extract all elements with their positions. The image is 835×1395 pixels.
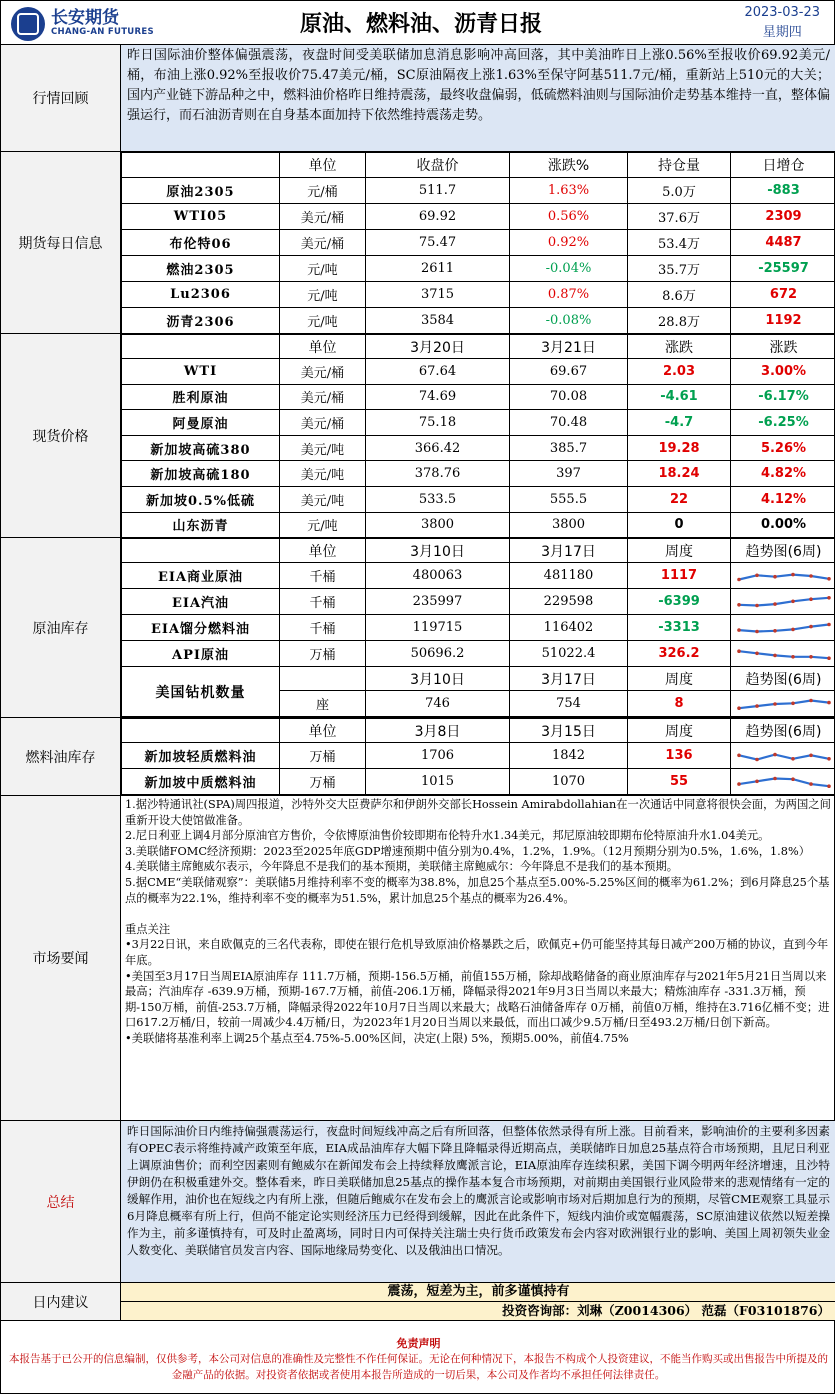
- futures-header-cell: 日增仓: [731, 153, 835, 178]
- unit-cell: 美元/吨: [280, 461, 366, 487]
- trend-point: [773, 752, 777, 756]
- trend-point: [809, 698, 813, 702]
- unit-cell: 万桶: [280, 769, 366, 795]
- change-pct-cell: 5.26%: [731, 435, 835, 461]
- change-pct-cell: 1.63%: [510, 178, 628, 204]
- price-day2-cell: 385.7: [510, 435, 628, 461]
- price-day2-cell: 3800: [510, 512, 628, 538]
- price-day1-cell: 3800: [366, 512, 510, 538]
- report-header: [1, 1, 835, 45]
- close-price-cell: 2611: [366, 256, 510, 282]
- fuel-stock-label: 燃料油库存: [1, 718, 121, 796]
- trend-point: [791, 599, 795, 603]
- oi-delta-cell: 2309: [731, 204, 835, 230]
- trend-point: [773, 574, 777, 578]
- spot-table: [121, 334, 835, 538]
- spot-name: 山东沥青: [122, 512, 280, 538]
- spot-name: WTI: [122, 359, 280, 385]
- company-logo-icon: [11, 7, 45, 41]
- close-price-cell: 69.92: [366, 204, 510, 230]
- news-item: [125, 906, 832, 922]
- trend-point: [755, 573, 759, 577]
- change-pct-cell: 4.12%: [731, 486, 835, 512]
- trend-point: [755, 603, 759, 607]
- spot-header-cell: 3月20日: [366, 335, 510, 359]
- spot-row: [122, 384, 835, 410]
- trend-point: [791, 701, 795, 705]
- trend-cell: [731, 641, 835, 667]
- futures-row: [122, 178, 835, 204]
- report-title: 原油、燃料油、沥青日报: [151, 7, 691, 38]
- crude-stock-label: 原油库存: [1, 538, 121, 718]
- trend-cell: [731, 743, 835, 769]
- trend-point: [827, 596, 831, 600]
- trend-cell: [731, 563, 835, 589]
- disclaimer-text: 本报告基于已公开的信息编制，仅供参考，本公司对信息的准确性及完整性不作任何保证。无论在何种情况下，本报告不构成个人投资建议，不能当作购买或出售报告中所提及的金融产品的依据。对投资者依据或者使用本报告所造成的一切后果，本公司及作者均不承担任何法律责任。: [1, 1351, 835, 1383]
- disclaimer-title: 免责声明: [1, 1335, 835, 1351]
- company-name-en: CHANG-AN FUTURES: [51, 27, 154, 37]
- price-day1-cell: 533.5: [366, 486, 510, 512]
- change-pct-cell: 4.82%: [731, 461, 835, 487]
- unit-cell: 美元/桶: [280, 230, 366, 256]
- price-day1-cell: 366.42: [366, 435, 510, 461]
- change-pct-cell: -0.08%: [510, 308, 628, 334]
- news-focus-heading: 重点关注: [125, 922, 832, 938]
- stock-name: API原油: [122, 641, 280, 667]
- crude-stock-header-cell: 单位: [280, 539, 366, 563]
- unit-cell: 元/桶: [280, 178, 366, 204]
- news-item: •3月22日讯，来自欧佩克的三名代表称，即使在银行危机导致原油价格暴跌之后，欧佩克+仍可能坚持其每日减产200万桶的协议，直到今年年底。: [125, 937, 832, 968]
- stock-prev-cell: 480063: [366, 563, 510, 589]
- summary-label: 总结: [1, 1121, 121, 1283]
- rig-header-cell: 3月10日: [366, 667, 510, 691]
- price-day1-cell: 75.18: [366, 410, 510, 436]
- price-day2-cell: 397: [510, 461, 628, 487]
- fuel-stock-header-cell: 3月8日: [366, 719, 510, 743]
- spot-section: [121, 334, 835, 538]
- stock-name: EIA商业原油: [122, 563, 280, 589]
- unit-cell: 元/吨: [280, 512, 366, 538]
- trend-point: [827, 757, 831, 761]
- unit-cell: 美元/吨: [280, 486, 366, 512]
- fuel-stock-table: [121, 718, 835, 795]
- change-pct-cell: 0.00%: [731, 512, 835, 538]
- review-text: 昨日国际油价整体偏强震荡，夜盘时间受美联储加息消息影响冲高回落，其中美油昨日上涨0.56%至报收价69.92美元/桶，布油上涨0.92%至报收价75.47美元/桶，SC原油隔夜上涨1.63%至保守阿基511.7元/桶，重新站上510元的大关；国内产业链下游品种之中，燃料油价格昨日维持震荡，最终收盘偏弱，低硫燃料油则与国际油价走势基本维持一直，整体偏强运行，而石油沥青则在自身基本面加持下依然维持震荡走势。: [121, 45, 835, 152]
- oi-delta-cell: -883: [731, 178, 835, 204]
- spot-name: 胜利原油: [122, 384, 280, 410]
- weekly-change-cell: 55: [628, 769, 731, 795]
- stock-name: 新加坡轻质燃料油: [122, 743, 280, 769]
- trend-point: [755, 757, 759, 761]
- weekly-change-cell: -6399: [628, 589, 731, 615]
- trend-point: [827, 656, 831, 660]
- oi-delta-cell: 4487: [731, 230, 835, 256]
- stock-latest-cell: 1842: [510, 743, 628, 769]
- trend-point: [809, 655, 813, 659]
- news-item: 2.尼日利亚上调4月部分原油官方售价，令依博原油售价较即期布伦特升水1.34美元，邦尼原油较即期布伦特原油升水1.04美元。: [125, 828, 832, 844]
- futures-row: [122, 256, 835, 282]
- trend-point: [755, 629, 759, 633]
- instrument-name: 布伦特06: [122, 230, 280, 256]
- trend-point: [737, 577, 741, 581]
- trend-point: [809, 574, 813, 578]
- trend-point: [737, 753, 741, 757]
- instrument-name: 沥青2306: [122, 308, 280, 334]
- unit-cell: 千桶: [280, 589, 366, 615]
- trend-point: [827, 577, 831, 581]
- close-price-cell: 3584: [366, 308, 510, 334]
- fuel-stock-section: [121, 718, 835, 796]
- stock-prev-cell: 1015: [366, 769, 510, 795]
- instrument-name: 燃油2305: [122, 256, 280, 282]
- trend-point: [809, 624, 813, 628]
- disclaimer: [1, 1321, 835, 1395]
- trend-line: [739, 597, 829, 605]
- date-text: 2023-03-23: [744, 3, 820, 23]
- stock-prev-cell: 50696.2: [366, 641, 510, 667]
- unit-cell: 美元/桶: [280, 410, 366, 436]
- trend-point: [773, 776, 777, 780]
- futures-row: [122, 230, 835, 256]
- price-day2-cell: 70.08: [510, 384, 628, 410]
- instrument-name: Lu2306: [122, 282, 280, 308]
- weekly-change-cell: 326.2: [628, 641, 731, 667]
- rig-header-cell: 周度: [628, 667, 731, 691]
- spot-row: [122, 359, 835, 385]
- trend-point: [791, 757, 795, 761]
- trend-point: [809, 597, 813, 601]
- trend-line: [739, 778, 829, 786]
- futures-header-cell: 持仓量: [628, 153, 731, 178]
- report-date: [744, 3, 820, 43]
- trend-point: [809, 753, 813, 757]
- trend-sparkline: [736, 566, 832, 586]
- trend-line: [739, 700, 829, 708]
- spot-row: [122, 486, 835, 512]
- unit-cell: 千桶: [280, 563, 366, 589]
- change-cell: 0: [628, 512, 731, 538]
- weekly-change-cell: 8: [628, 691, 731, 717]
- crude-stock-table: [121, 538, 835, 717]
- unit-cell: 万桶: [280, 743, 366, 769]
- spot-row: [122, 461, 835, 487]
- trend-sparkline: [736, 746, 832, 766]
- rig-header-cell: 3月17日: [510, 667, 628, 691]
- change-pct-cell: -0.04%: [510, 256, 628, 282]
- trend-point: [737, 782, 741, 786]
- trend-line: [739, 574, 829, 579]
- trend-line: [739, 754, 829, 759]
- weekly-change-cell: -3313: [628, 615, 731, 641]
- open-interest-cell: 35.7万: [628, 256, 731, 282]
- unit-cell: 元/吨: [280, 256, 366, 282]
- advice-label: 日内建议: [1, 1283, 121, 1321]
- stock-name: EIA汽油: [122, 589, 280, 615]
- news-item: •美国至3月17日当周EIA原油库存 111.7万桶，预期-156.5万桶，前值155万桶，除却战略储备的商业原油库存与2021年5月21日当周以来最高；汽油库存 -639.9万桶，预期-167.7万桶，前值-206.1万桶，降幅录得2021年9月3日当周以来最大；精炼油库存 -331.3万桶，预期-150万桶，前值-253.7万桶，降幅录得2022年10月7日当周以来最大；战略石油储备库存 0万桶，前值0万桶，维持在3.716亿桶不变；进口617.2万桶/日，较前一周减少4.4万桶/日，为2023年1月20日当周以来最低，而出口减少9.5万桶/日至493.2万桶/日创下新高。: [125, 969, 832, 1031]
- unit-cell: 美元/桶: [280, 204, 366, 230]
- fuel-stock-header-row: [122, 719, 835, 743]
- weekly-change-cell: 136: [628, 743, 731, 769]
- crude-stock-header-cell: 周度: [628, 539, 731, 563]
- fuel-stock-row: [122, 769, 835, 795]
- futures-row: [122, 308, 835, 334]
- spot-header-cell: 涨跌: [731, 335, 835, 359]
- change-pct-cell: 0.87%: [510, 282, 628, 308]
- stock-latest-cell: 229598: [510, 589, 628, 615]
- fuel-stock-header-cell: 单位: [280, 719, 366, 743]
- trend-point: [791, 655, 795, 659]
- fuel-stock-header-cell: 趋势图(6周): [731, 719, 835, 743]
- review-label: 行情回顾: [1, 45, 121, 152]
- crude-stock-header-cell: 3月10日: [366, 539, 510, 563]
- trend-point: [773, 602, 777, 606]
- consult-team: 投资咨询部：刘琳（Z0014306） 范磊（F03101876）: [121, 1302, 835, 1320]
- rig-header-row: [122, 667, 835, 691]
- stock-latest-cell: 116402: [510, 615, 628, 641]
- unit-cell: 元/吨: [280, 308, 366, 334]
- change-pct-cell: -6.25%: [731, 410, 835, 436]
- price-day2-cell: 555.5: [510, 486, 628, 512]
- trend-sparkline: [736, 592, 832, 612]
- trend-sparkline: [736, 694, 832, 714]
- trend-point: [791, 777, 795, 781]
- stock-prev-cell: 119715: [366, 615, 510, 641]
- news-item: •美联储将基准利率上调25个基点至4.75%-5.00%区间，决定(上限) 5%，预期5.00%，前值4.75%: [125, 1031, 832, 1047]
- spot-name: 阿曼原油: [122, 410, 280, 436]
- advice-section: [121, 1283, 835, 1321]
- unit-cell: 千桶: [280, 615, 366, 641]
- stock-latest-cell: 1070: [510, 769, 628, 795]
- trend-point: [755, 779, 759, 783]
- news-item: 3.美联储FOMC经济预期：2023至2025年底GDP增速预期中值分别为0.4%，1.2%，1.9%。（12月预期分别为0.5%，1.6%，1.8%）: [125, 844, 832, 860]
- open-interest-cell: 28.8万: [628, 308, 731, 334]
- unit-cell: 座: [280, 691, 366, 717]
- trend-sparkline: [736, 618, 832, 638]
- trend-point: [737, 603, 741, 607]
- change-pct-cell: 0.92%: [510, 230, 628, 256]
- futures-row: [122, 204, 835, 230]
- price-day1-cell: 378.76: [366, 461, 510, 487]
- close-price-cell: 75.47: [366, 230, 510, 256]
- spot-header-cell: 涨跌: [628, 335, 731, 359]
- news-label: 市场要闻: [1, 796, 121, 1121]
- spot-header-cell: 3月21日: [510, 335, 628, 359]
- futures-section: [121, 152, 835, 334]
- futures-header-row: [122, 153, 835, 178]
- trend-point: [791, 627, 795, 631]
- trend-point: [773, 629, 777, 633]
- trend-sparkline: [736, 644, 832, 664]
- trend-point: [827, 622, 831, 626]
- news-item: 1.据沙特通讯社(SPA)周四报道，沙特外交大臣费萨尔和伊朗外交部长Hossein Amirabdollahian在一次通话中同意将很快会面，为两国之间重新开设大使馆做准备。: [125, 797, 832, 828]
- rig-count-name: 美国钻机数量: [122, 667, 280, 717]
- fuel-stock-header-cell: [122, 719, 280, 743]
- change-pct-cell: -6.17%: [731, 384, 835, 410]
- trend-line: [739, 624, 829, 631]
- open-interest-cell: 8.6万: [628, 282, 731, 308]
- spot-name: 新加坡高硫380: [122, 435, 280, 461]
- trend-point: [773, 702, 777, 706]
- open-interest-cell: 37.6万: [628, 204, 731, 230]
- stock-prev-cell: 1706: [366, 743, 510, 769]
- rig-latest-cell: 754: [510, 691, 628, 717]
- crude-stock-row: [122, 563, 835, 589]
- price-day1-cell: 74.69: [366, 384, 510, 410]
- change-cell: -4.7: [628, 410, 731, 436]
- summary-text: 昨日国际油价日内维持偏强震荡运行，夜盘时间短线冲高之后有所回落，但整体依然录得有所上涨。目前看来，影响油价的主要利多因素有OPEC表示将维持减产政策至年底，EIA成品油库存大幅下降且降幅录得近期高点，美联储昨日加息25基点符合市场预期，且尼日利亚上调原油售价；而利空因素则有鲍威尔在新闻发布会上持续释放鹰派言论，EIA原油库存连续积累，美国下调今明两年经济增速，且沙特伊朗仍在积极重建外交。整体看来，昨日美联储加息25基点的操作基本复合市场预期，对前期由美国银行业风险带来的悲观情绪有一定的缓解作用，油价也在短线之内有所上涨，但随后鲍威尔在发布会上的鹰派言论或影响市场对后期加息行为的预期，尽管CME观察工具显示6月降息概率有所上行，但尚不能定论实则经济压力已经得到缓解，因此在此条件下，短线内油价或宽幅震荡，SC原油建议依然以短差操作为主，前多谨慎持有，可及时止盈离场，同时日内可保持关注瑞士央行货币政策发布会内容对欧洲银行业的影响、美国上周初领失业金人数变化、美联储官员发言内容、国际地缘局势变化、以及俄油出口情况。: [121, 1121, 835, 1283]
- unit-cell: 元/吨: [280, 282, 366, 308]
- trend-sparkline: [736, 772, 832, 792]
- trend-cell: [731, 769, 835, 795]
- rig-header-cell: 趋势图(6周): [731, 667, 835, 691]
- trend-point: [737, 649, 741, 653]
- trend-point: [737, 706, 741, 710]
- futures-table: [121, 152, 835, 334]
- rig-prev-cell: 746: [366, 691, 510, 717]
- futures-header-cell: 单位: [280, 153, 366, 178]
- spot-header-cell: 单位: [280, 335, 366, 359]
- news-item: 5.据CME“美联储观察”：美联储5月维持利率不变的概率为38.8%，加息25个基点至5.00%-5.25%区间的概率为61.2%；到6月降息25个基点的概率为22.1%，维持利率不变的概率为51.5%，累计加息25个基点的概率为26.4%。: [125, 875, 832, 906]
- change-pct-cell: 3.00%: [731, 359, 835, 385]
- futures-header-cell: 涨跌%: [510, 153, 628, 178]
- weekly-change-cell: 1117: [628, 563, 731, 589]
- price-day2-cell: 69.67: [510, 359, 628, 385]
- change-cell: 2.03: [628, 359, 731, 385]
- unit-cell: 美元/吨: [280, 435, 366, 461]
- trend-point: [809, 782, 813, 786]
- crude-stock-header-cell: 趋势图(6周): [731, 539, 835, 563]
- trend-point: [755, 651, 759, 655]
- trend-point: [755, 704, 759, 708]
- trend-point: [737, 628, 741, 632]
- advice-text: 震荡，短差为主，前多谨慎持有: [121, 1283, 835, 1302]
- trend-line: [739, 651, 829, 658]
- fuel-stock-row: [122, 743, 835, 769]
- trend-cell: [731, 691, 835, 717]
- crude-stock-row: [122, 615, 835, 641]
- oi-delta-cell: -25597: [731, 256, 835, 282]
- crude-stock-row: [122, 641, 835, 667]
- oi-delta-cell: 1192: [731, 308, 835, 334]
- stock-latest-cell: 481180: [510, 563, 628, 589]
- stock-latest-cell: 51022.4: [510, 641, 628, 667]
- spot-label: 现货价格: [1, 334, 121, 538]
- change-cell: 19.28: [628, 435, 731, 461]
- news-item: 4.美联储主席鲍威尔表示，今年降息不是我们的基本预期，美联储主席鲍威尔：今年降息不是我们的基本预期。: [125, 859, 832, 875]
- change-pct-cell: 0.56%: [510, 204, 628, 230]
- spot-header-row: [122, 335, 835, 359]
- open-interest-cell: 53.4万: [628, 230, 731, 256]
- spot-row: [122, 410, 835, 436]
- fuel-stock-header-cell: 周度: [628, 719, 731, 743]
- weekday-text: 星期四: [744, 23, 820, 43]
- trend-point: [827, 784, 831, 788]
- stock-prev-cell: 235997: [366, 589, 510, 615]
- close-price-cell: 3715: [366, 282, 510, 308]
- spot-row: [122, 512, 835, 538]
- crude-stock-section: [121, 538, 835, 718]
- unit-cell: 美元/桶: [280, 384, 366, 410]
- futures-label: 期货每日信息: [1, 152, 121, 334]
- trend-point: [791, 572, 795, 576]
- price-day2-cell: 70.48: [510, 410, 628, 436]
- futures-header-cell: 收盘价: [366, 153, 510, 178]
- change-cell: 18.24: [628, 461, 731, 487]
- trend-cell: [731, 615, 835, 641]
- rig-unit-header: [280, 667, 366, 691]
- stock-name: 新加坡中质燃料油: [122, 769, 280, 795]
- trend-cell: [731, 589, 835, 615]
- spot-header-cell: [122, 335, 280, 359]
- spot-row: [122, 435, 835, 461]
- open-interest-cell: 5.0万: [628, 178, 731, 204]
- stock-name: EIA馏分燃料油: [122, 615, 280, 641]
- futures-header-cell: [122, 153, 280, 178]
- futures-row: [122, 282, 835, 308]
- crude-stock-row: [122, 589, 835, 615]
- change-cell: 22: [628, 486, 731, 512]
- unit-cell: 美元/桶: [280, 359, 366, 385]
- spot-name: 新加坡0.5%低硫: [122, 486, 280, 512]
- price-day1-cell: 67.64: [366, 359, 510, 385]
- company-name-cn: 长安期货: [51, 3, 119, 28]
- trend-point: [773, 653, 777, 657]
- fuel-stock-header-cell: 3月15日: [510, 719, 628, 743]
- change-cell: -4.61: [628, 384, 731, 410]
- close-price-cell: 511.7: [366, 178, 510, 204]
- instrument-name: 原油2305: [122, 178, 280, 204]
- crude-stock-header-cell: 3月17日: [510, 539, 628, 563]
- trend-point: [827, 700, 831, 704]
- spot-name: 新加坡高硫180: [122, 461, 280, 487]
- unit-cell: 万桶: [280, 641, 366, 667]
- crude-stock-header-cell: [122, 539, 280, 563]
- crude-stock-header-row: [122, 539, 835, 563]
- instrument-name: WTI05: [122, 204, 280, 230]
- oi-delta-cell: 672: [731, 282, 835, 308]
- news-section: [121, 796, 835, 1121]
